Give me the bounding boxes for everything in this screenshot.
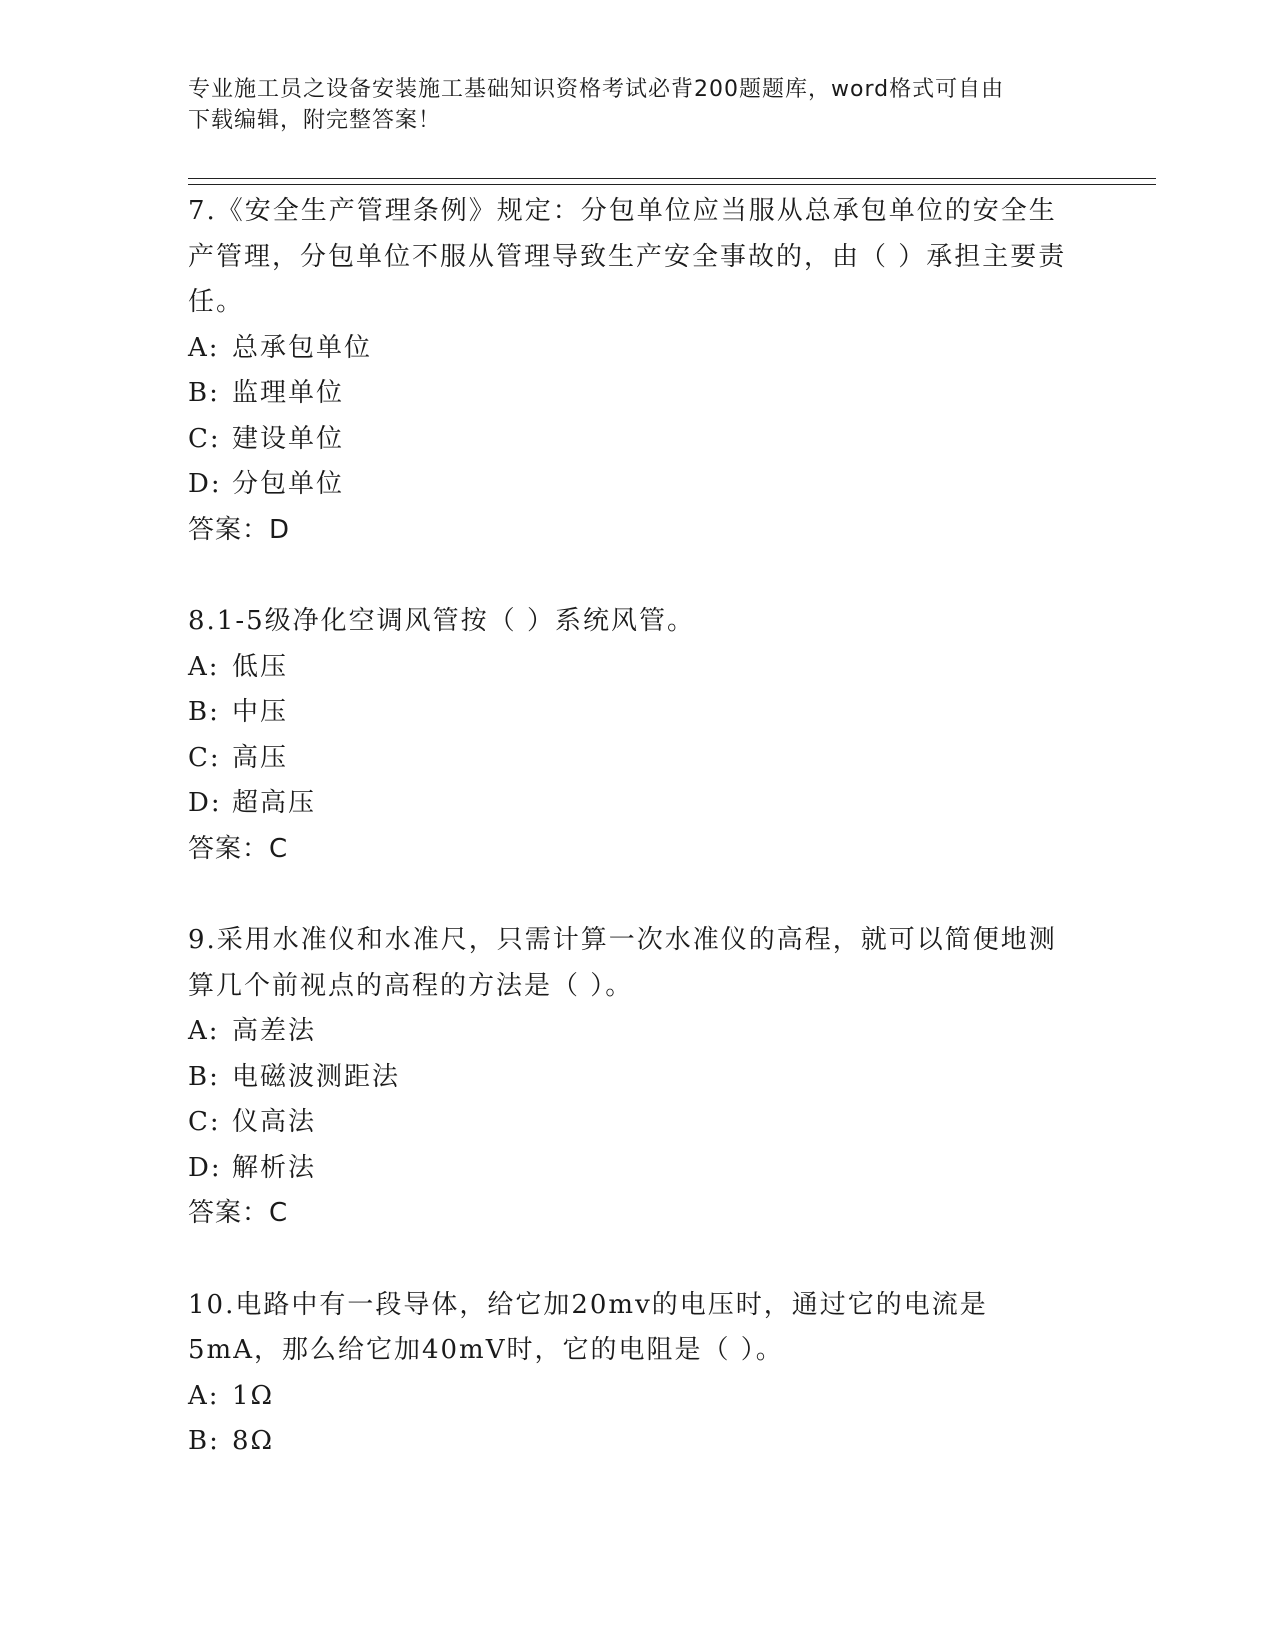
question-stem: 7.《安全生产管理条例》规定：分包单位应当服从总承包单位的安全生产管理，分包单位不服从管理导致生产安全事故的，由（ ）承担主要责任。 [188, 196, 1067, 317]
option-b [188, 1055, 1088, 1101]
option-key: B: [188, 1426, 220, 1456]
question-stem: 9.采用水准仪和水准尺，只需计算一次水准仪的高程，就可以简便地测算几个前视点的高程的方法是（ ）。 [188, 925, 1057, 1001]
option-text: 分包单位 [232, 469, 345, 499]
option-a [188, 326, 1088, 372]
option-text: 总承包单位 [232, 332, 373, 363]
option-text: 解析法 [232, 1152, 317, 1183]
option-key: D: [188, 1152, 222, 1183]
question-9 [188, 918, 1088, 1237]
option-b [188, 371, 1088, 417]
option-c [188, 1100, 1088, 1146]
question-spacer [188, 1237, 1088, 1283]
document-header [188, 74, 1068, 136]
option-key: B: [188, 697, 220, 727]
option-text: 监理单位 [232, 378, 345, 408]
option-a [188, 645, 1088, 691]
option-key: A: [188, 1016, 220, 1046]
question-8 [188, 599, 1088, 872]
answer-line: 答案：C [188, 833, 289, 864]
option-d [188, 462, 1088, 508]
option-key: C: [188, 423, 221, 454]
option-key: A: [188, 651, 220, 682]
question-stem: 8.1-5级净化空调风管按（ ）系统风管。 [188, 606, 695, 636]
option-key: D: [188, 469, 222, 499]
option-text: 高差法 [232, 1016, 317, 1046]
question-10 [188, 1283, 1088, 1465]
option-key: D: [188, 788, 222, 818]
question-7 [188, 189, 1088, 553]
option-text: 高压 [232, 742, 289, 773]
option-key: C: [188, 1107, 221, 1137]
option-text: 电磁波测距法 [232, 1061, 401, 1092]
option-text: 1Ω [232, 1380, 275, 1411]
option-text: 仪高法 [232, 1107, 317, 1137]
option-c [188, 736, 1088, 782]
question-spacer [188, 553, 1088, 599]
option-c [188, 417, 1088, 463]
option-text: 8Ω [232, 1426, 275, 1456]
question-stem: 10.电路中有一段导体，给它加20mv的电压时，通过它的电流是5mA，那么给它加40mV时，它的电阻是（ ）。 [188, 1289, 988, 1365]
header-line-1: 专业施工员之设备安装施工基础知识资格考试必背200题题库，word格式可自由 [188, 77, 1005, 102]
option-key: A: [188, 1380, 220, 1411]
option-text: 低压 [232, 651, 289, 682]
option-a [188, 1374, 1088, 1420]
answer-line: 答案：C [188, 1198, 289, 1228]
option-key: B: [188, 1061, 220, 1092]
header-line-2: 下载编辑，附完整答案！ [188, 108, 442, 133]
header-divider-top [188, 178, 1156, 179]
option-b [188, 690, 1088, 736]
option-key: B: [188, 378, 220, 408]
answer-line: 答案：D [188, 514, 291, 545]
option-key: C: [188, 742, 221, 773]
header-divider-bottom [188, 184, 1156, 185]
option-key: A: [188, 332, 220, 363]
option-b [188, 1419, 1088, 1465]
option-d [188, 781, 1088, 827]
option-d [188, 1146, 1088, 1192]
question-spacer [188, 872, 1088, 918]
option-a [188, 1009, 1088, 1055]
option-text: 中压 [232, 697, 289, 727]
question-list [188, 189, 1088, 1465]
option-text: 超高压 [232, 788, 317, 818]
option-text: 建设单位 [232, 423, 345, 454]
